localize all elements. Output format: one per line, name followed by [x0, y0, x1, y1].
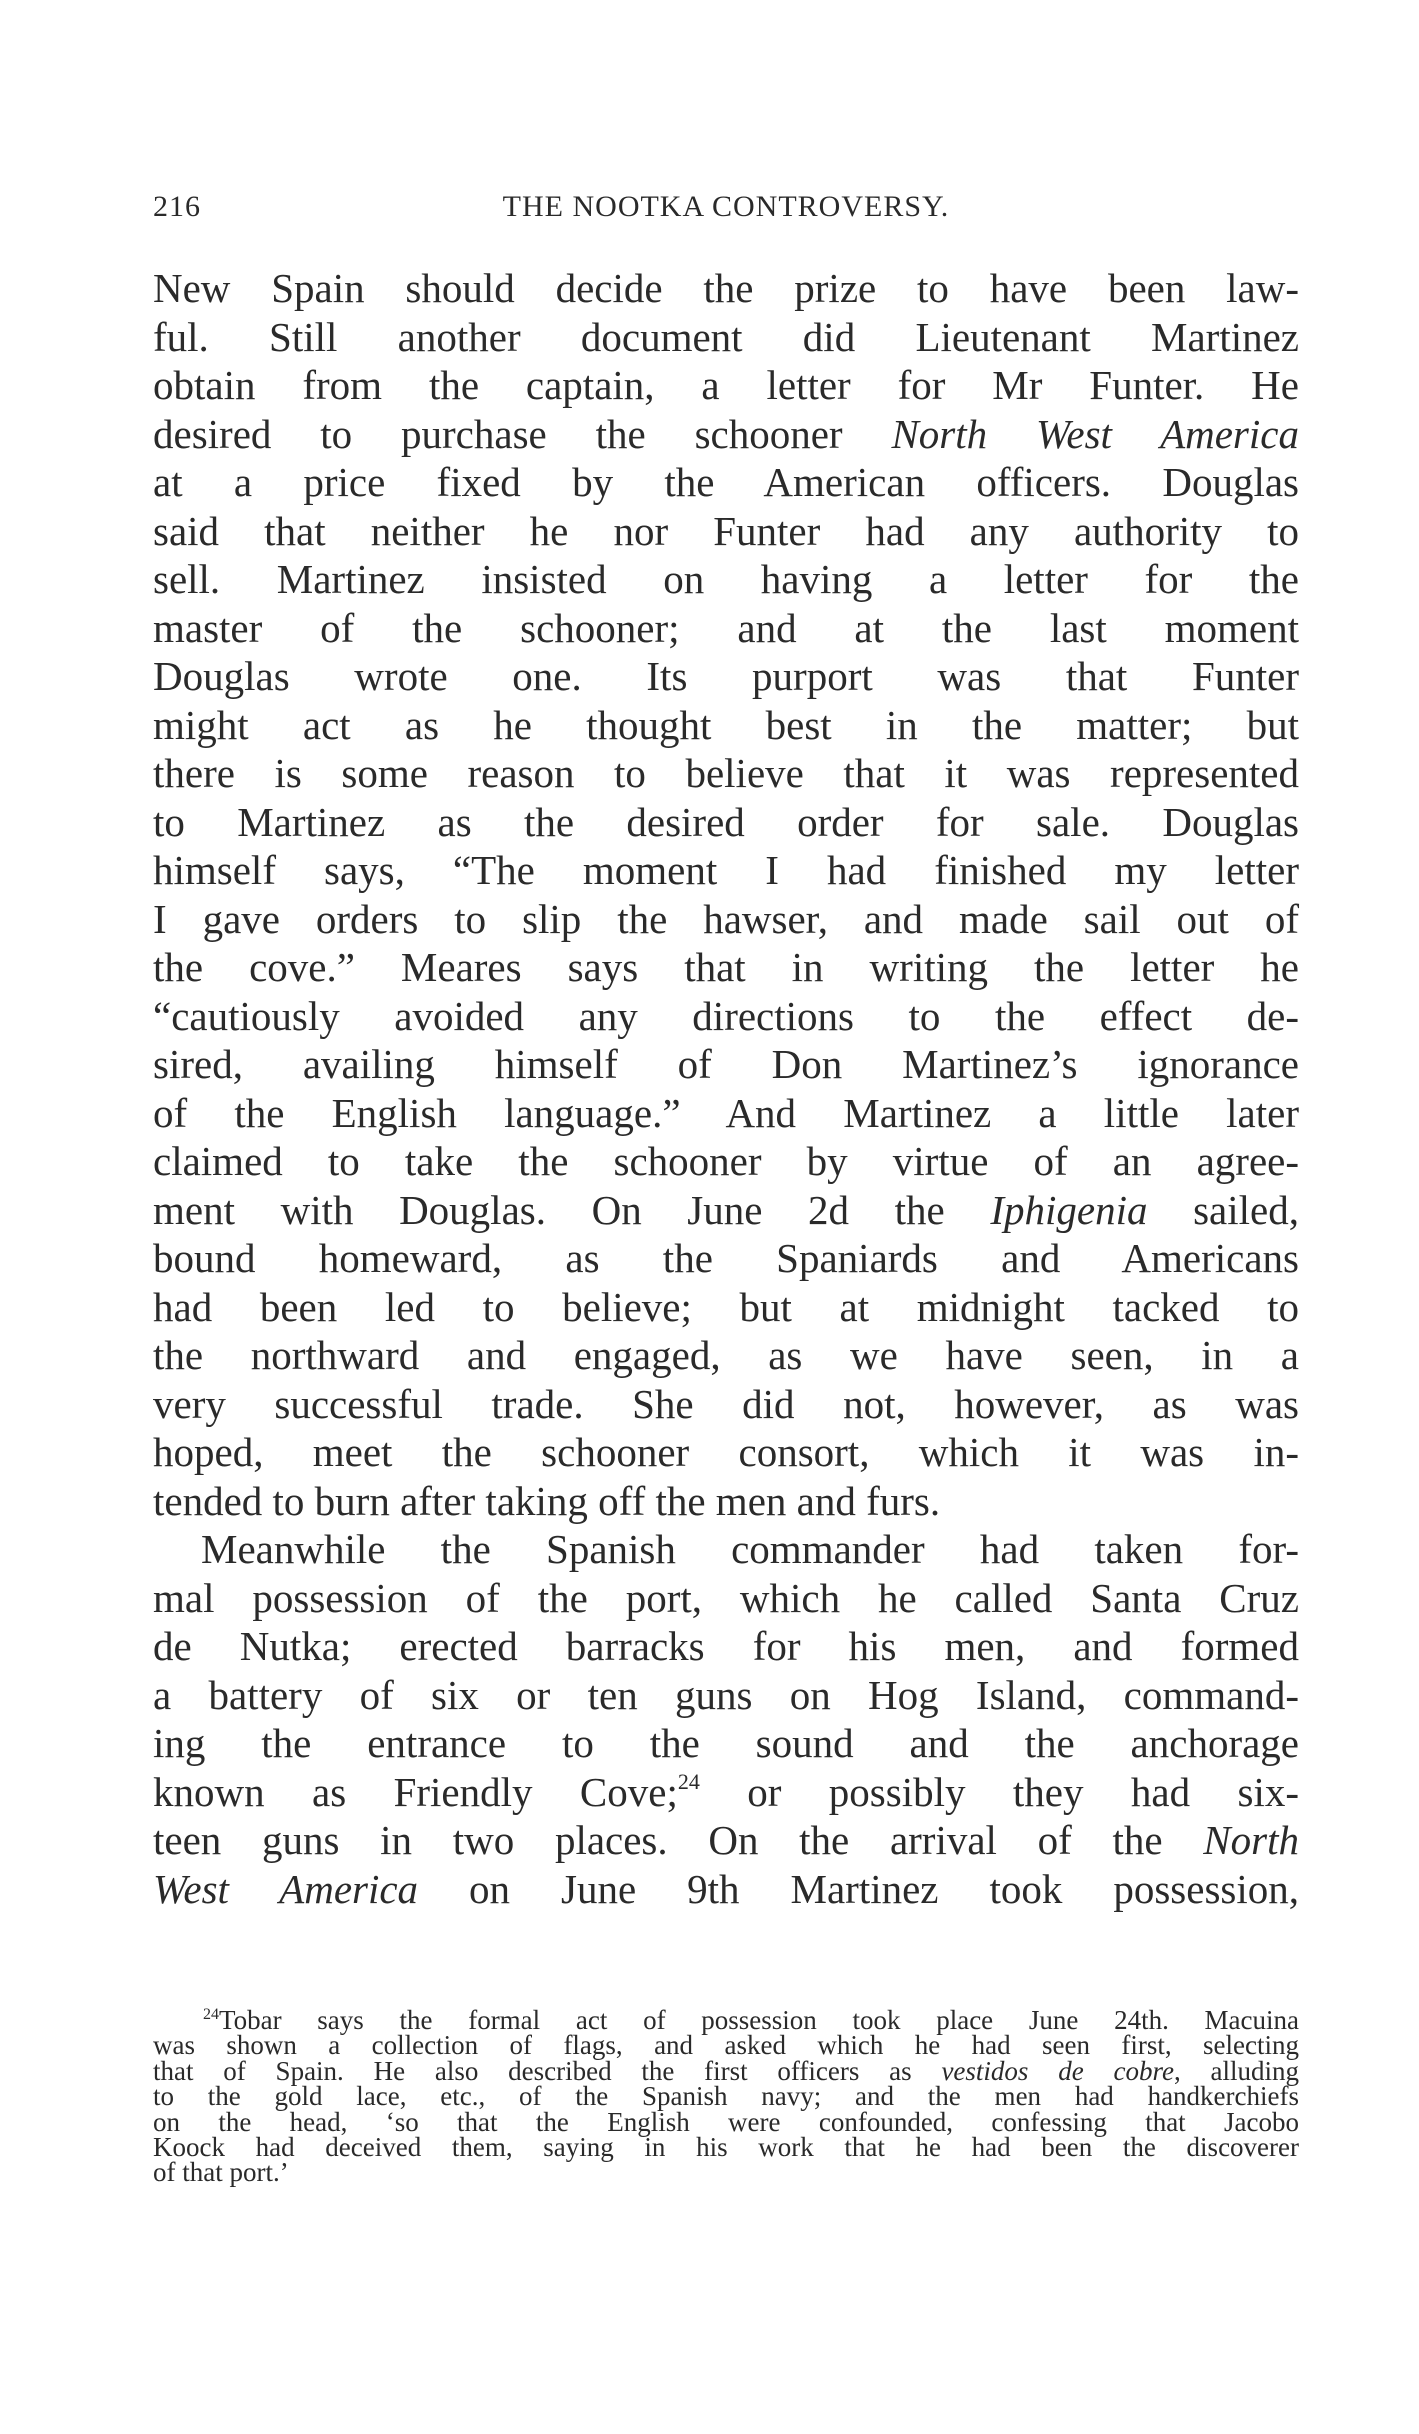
text-line [153, 1816, 1299, 1865]
text-segment: desired to purchase the schooner [153, 410, 892, 457]
text-line: obtain from the captain, a letter for Mr Funter. He [153, 362, 1299, 408]
text-line: mal possession of the port, which he called Santa Cruz [153, 1574, 1299, 1621]
text-line: sired, availing himself of Don Martinez’s ignorance [153, 1041, 1299, 1087]
text-line: de Nutka; erected barracks for his men, and formed [153, 1623, 1299, 1669]
footnote-line: on the head, ‘so that the English were confounded, confessing that Jacobo [153, 2106, 1299, 2137]
text-line: said that neither he nor Funter had any authority to [153, 507, 1299, 554]
text-line: bound homeward, as the Spaniards and Americans [153, 1235, 1299, 1281]
running-title: THE NOOTKA CONTROVERSY. [502, 190, 950, 223]
text-line: very successful trade. She did not, however, as was [153, 1380, 1299, 1427]
text-line: to Martinez as the desired order for sale. Douglas [153, 798, 1299, 845]
text-line: himself says, “The moment I had finished my letter [153, 847, 1299, 893]
footnote-italic-phrase: vestidos de cobre [941, 2055, 1174, 2086]
text-line: the cove.” Meares says that in writing the letter he [153, 944, 1299, 990]
text-segment: that of Spain. He also described the first officers as [153, 2055, 942, 2086]
text-segment: Tobar says the formal act of possession took place June 24th. Macuina [219, 2005, 1299, 2035]
paragraph-first-line: Meanwhile the Spanish commander had taken for- [201, 1526, 1299, 1572]
ship-name-north-west-america: North West America [891, 410, 1299, 457]
text-line: a battery of six or ten guns on Hog Island, command- [153, 1671, 1299, 1718]
text-line: master of the schooner; and at the last moment [153, 604, 1299, 651]
text-segment: on June 9th Martinez took possession, [469, 1865, 1299, 1912]
footnote-line: to the gold lace, etc., of the Spanish navy; and the men had handkerchiefs [153, 2081, 1299, 2112]
text-line: at a price fixed by the American officers. Douglas [153, 459, 1299, 505]
text-line: Douglas wrote one. Its purport was that Funter [153, 653, 1299, 699]
text-segment: or possibly they had six- [699, 1768, 1299, 1815]
text-segment: teen guns in two places. On the arrival of the [153, 1817, 1204, 1863]
text-line: sell. Martinez insisted on having a letter for the [153, 556, 1299, 602]
footnote-line: Koock had deceived them, saying in his work that he had been the discoverer [153, 2131, 1299, 2162]
running-head [153, 190, 1299, 238]
ship-name-west-america: West America [153, 1865, 419, 1912]
text-segment: sailed, [1147, 1186, 1299, 1233]
text-line: “cautiously avoided any directions to the effect de- [153, 992, 1299, 1039]
text-line: I gave orders to slip the hawser, and made sail out of [153, 895, 1299, 942]
text-line: ful. Still another document did Lieutenant Martinez [153, 313, 1299, 360]
text-line [153, 1186, 1299, 1235]
text-line [153, 1865, 1299, 1914]
footnote-line: was shown a collection of flags, and asked which he had seen first, selecting [153, 2030, 1299, 2061]
text-segment: known as Friendly Cove; [153, 1768, 678, 1815]
text-line: tended to burn after taking off the men and furs. [153, 1477, 941, 1524]
footnote-line: of that port.’ [153, 2157, 289, 2188]
text-line: might act as he thought best in the matter; but [153, 701, 1299, 748]
body-text [153, 264, 1299, 1913]
text-segment: , alluding [1173, 2055, 1299, 2086]
text-line: New Spain should decide the prize to have been law- [153, 265, 1299, 311]
text-line: claimed to take the schooner by virtue of an agree- [153, 1138, 1299, 1184]
text-line: ing the entrance to the sound and the anchorage [153, 1720, 1299, 1766]
text-line: of the English language.” And Martinez a little later [153, 1089, 1299, 1136]
footnote-marker: 24 [203, 2006, 219, 2023]
ship-name-iphigenia: Iphigenia [990, 1186, 1148, 1233]
text-line: the northward and engaged, as we have seen, in a [153, 1332, 1299, 1378]
text-line: had been led to believe; but at midnight tacked to [153, 1283, 1299, 1330]
footnote [153, 2005, 1299, 2188]
text-segment: ment with Douglas. On June 2d the [153, 1186, 991, 1233]
text-line: there is some reason to believe that it was represented [153, 750, 1299, 796]
text-line [153, 410, 1299, 459]
page-number: 216 [153, 190, 201, 223]
footnote-reference: 24 [677, 1768, 700, 1794]
text-line [153, 1768, 1299, 1817]
text-line: hoped, meet the schooner consort, which it was in- [153, 1429, 1299, 1475]
ship-name-north: North [1203, 1817, 1299, 1863]
